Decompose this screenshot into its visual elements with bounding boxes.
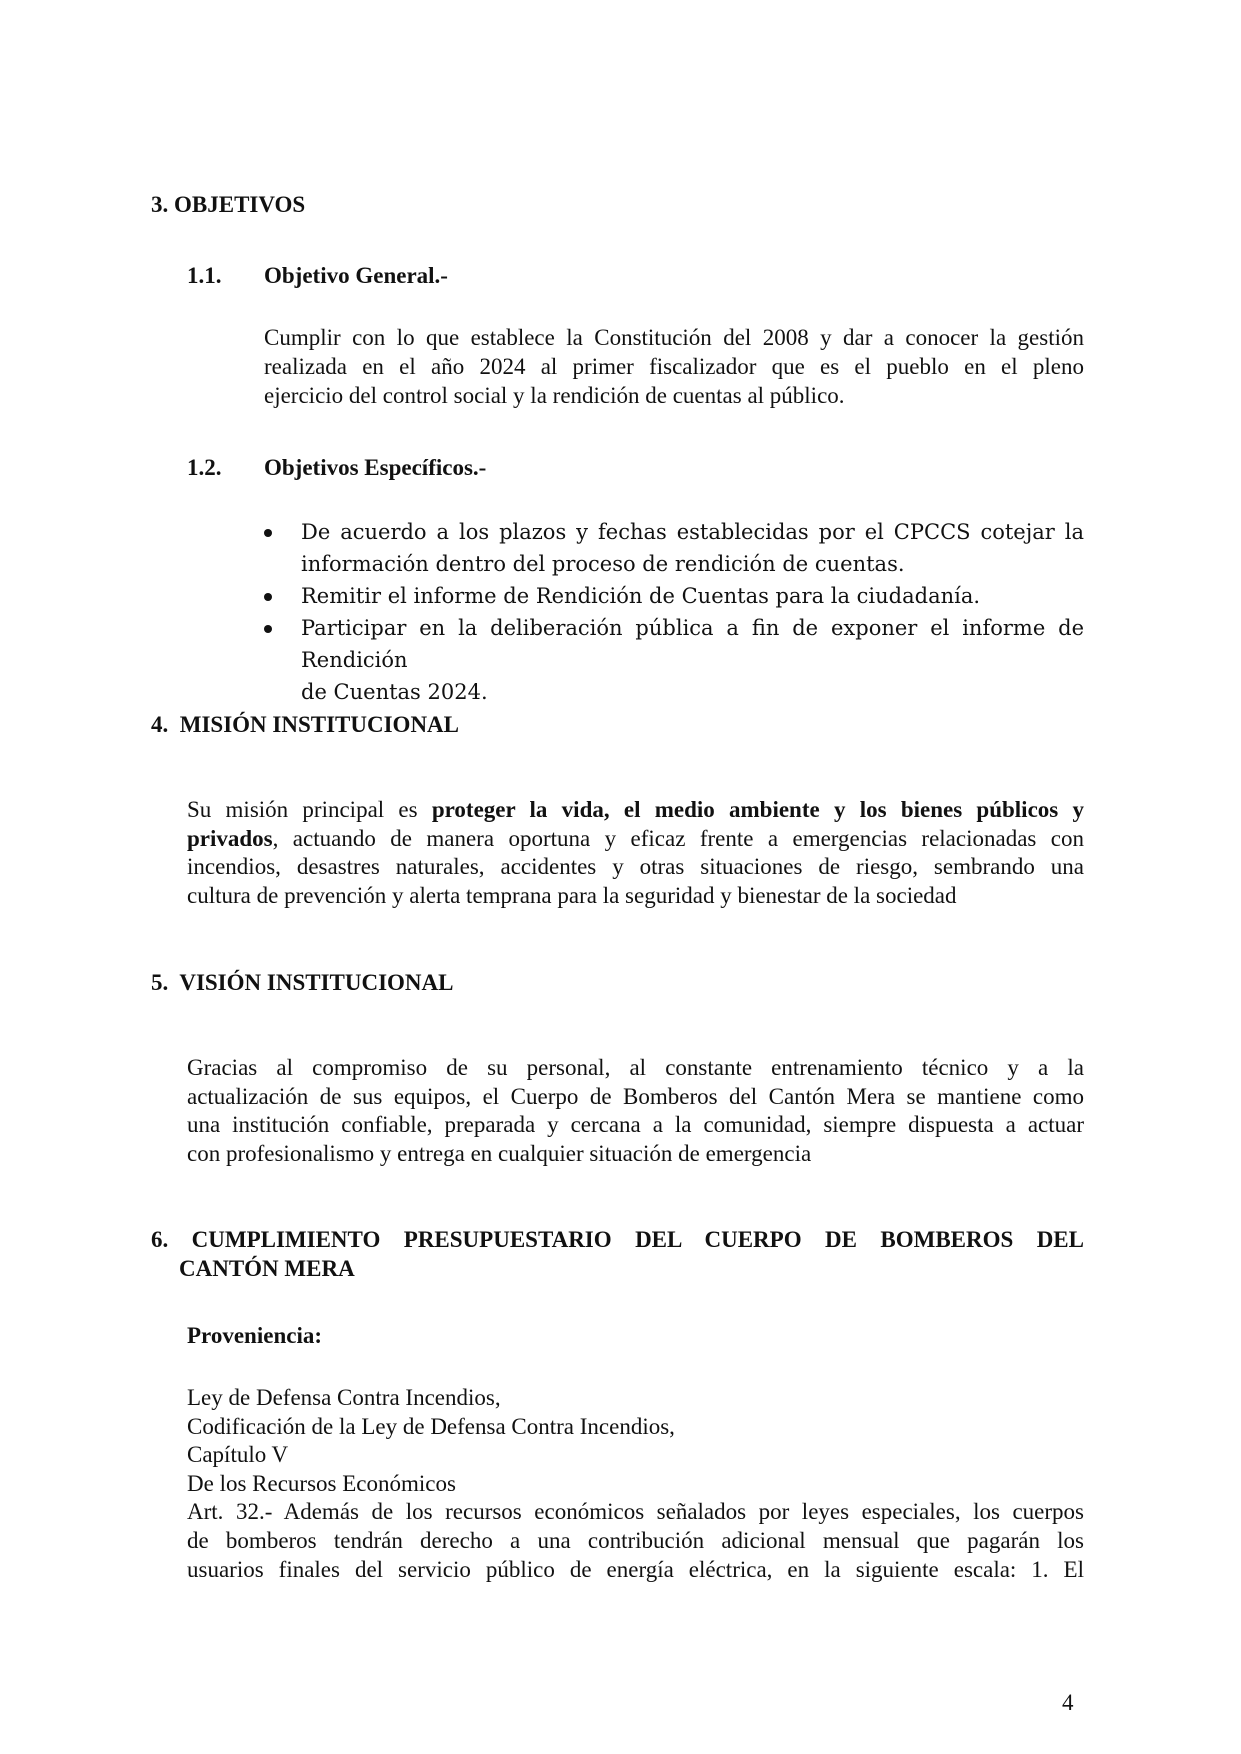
mision-rest-text: , actuando de manera oportuna y eficaz frente a emergencias relacionadas con	[272, 825, 1084, 851]
subsection-number-especificos: 1.2.	[187, 455, 222, 480]
paragraph-line: actualización de sus equipos, el Cuerpo de Bomberos del Cantón Mera se mantiene como	[187, 1083, 1084, 1109]
section-heading-presupuesto	[151, 1225, 1084, 1283]
paragraph-line	[187, 796, 1084, 825]
subsection-number-general: 1.1.	[187, 263, 222, 288]
paragraph-line: con profesionalismo y entrega en cualquier situación de emergencia	[187, 1140, 812, 1166]
bullet-icon	[264, 529, 272, 537]
paragraph-line: Art. 32.- Además de los recursos económicos señalados por leyes especiales, los cuerpos	[187, 1499, 1084, 1525]
proveniencia-paragraph	[187, 1384, 1084, 1584]
sub-heading-proveniencia: Proveniencia:	[187, 1323, 322, 1348]
paragraph-line: realizada en el año 2024 al primer fiscalizador que es el pueblo en el pleno	[264, 354, 1084, 379]
paragraph-line	[187, 825, 1084, 854]
section-heading-vision: 5. VISIÓN INSTITUCIONAL	[151, 970, 454, 995]
objetivos-especificos-list	[264, 516, 1084, 708]
list-item	[264, 516, 1084, 580]
list-item-line: información dentro del proceso de rendición de cuentas.	[301, 552, 905, 576]
paragraph-line: Ley de Defensa Contra Incendios,	[187, 1385, 501, 1410]
heading-line: CANTÓN MERA	[179, 1256, 355, 1281]
paragraph-line: Cumplir con lo que establece la Constitución del 2008 y dar a conocer la gestión	[264, 325, 1084, 350]
paragraph-line: Gracias al compromiso de su personal, al constante entrenamiento técnico y a la	[187, 1055, 1084, 1080]
heading-line: 6. CUMPLIMIENTO PRESUPUESTARIO DEL CUERPO DE BOMBEROS DEL	[151, 1227, 1084, 1252]
page-number: 4	[1062, 1690, 1074, 1715]
mision-bold-text-2: privados	[187, 825, 273, 851]
section-heading-objetivos: 3. OBJETIVOS	[151, 192, 306, 217]
paragraph-line: Codificación de la Ley de Defensa Contra Incendios,	[187, 1413, 675, 1439]
bullet-icon	[264, 625, 272, 633]
subsection-title-general: Objetivo General.-	[264, 263, 448, 288]
vision-paragraph	[187, 1054, 1084, 1168]
list-item	[264, 612, 1084, 708]
mision-paragraph	[187, 796, 1084, 910]
paragraph-line: Capítulo V	[187, 1442, 289, 1468]
mision-lead-text: Su misión principal es	[187, 797, 432, 822]
subsection-title-especificos: Objetivos Específicos.-	[264, 455, 487, 480]
bullet-icon	[264, 593, 272, 601]
list-item-line: de Cuentas 2024.	[301, 680, 488, 704]
mision-bold-text: proteger la vida, el medio ambiente y los bienes públicos y	[431, 797, 1084, 822]
paragraph-line: ejercicio del control social y la rendición de cuentas al público.	[264, 383, 845, 408]
paragraph-line: De los Recursos Económicos	[187, 1470, 456, 1496]
list-item-line: Participar en la deliberación pública a fin de exponer el informe de Rendición	[301, 616, 1084, 672]
section-heading-mision: 4. MISIÓN INSTITUCIONAL	[151, 712, 460, 737]
paragraph-line: usuarios finales del servicio público de energía eléctrica, en la siguiente escala: 1. El	[187, 1556, 1084, 1582]
list-item	[264, 580, 1084, 612]
objetivo-general-paragraph	[264, 323, 1084, 410]
paragraph-line: cultura de prevención y alerta temprana para la seguridad y bienestar de la sociedad	[187, 882, 957, 908]
paragraph-line: una institución confiable, preparada y cercana a la comunidad, siempre dispuesta a actuar	[187, 1112, 1084, 1138]
paragraph-line: de bomberos tendrán derecho a una contribución adicional mensual que pagarán los	[187, 1527, 1084, 1553]
paragraph-line: incendios, desastres naturales, accidentes y otras situaciones de riesgo, sembrando una	[187, 854, 1084, 880]
list-item-line: De acuerdo a los plazos y fechas establecidas por el CPCCS cotejar la	[301, 520, 1084, 544]
list-item-line: Remitir el informe de Rendición de Cuentas para la ciudadanía.	[301, 584, 981, 608]
